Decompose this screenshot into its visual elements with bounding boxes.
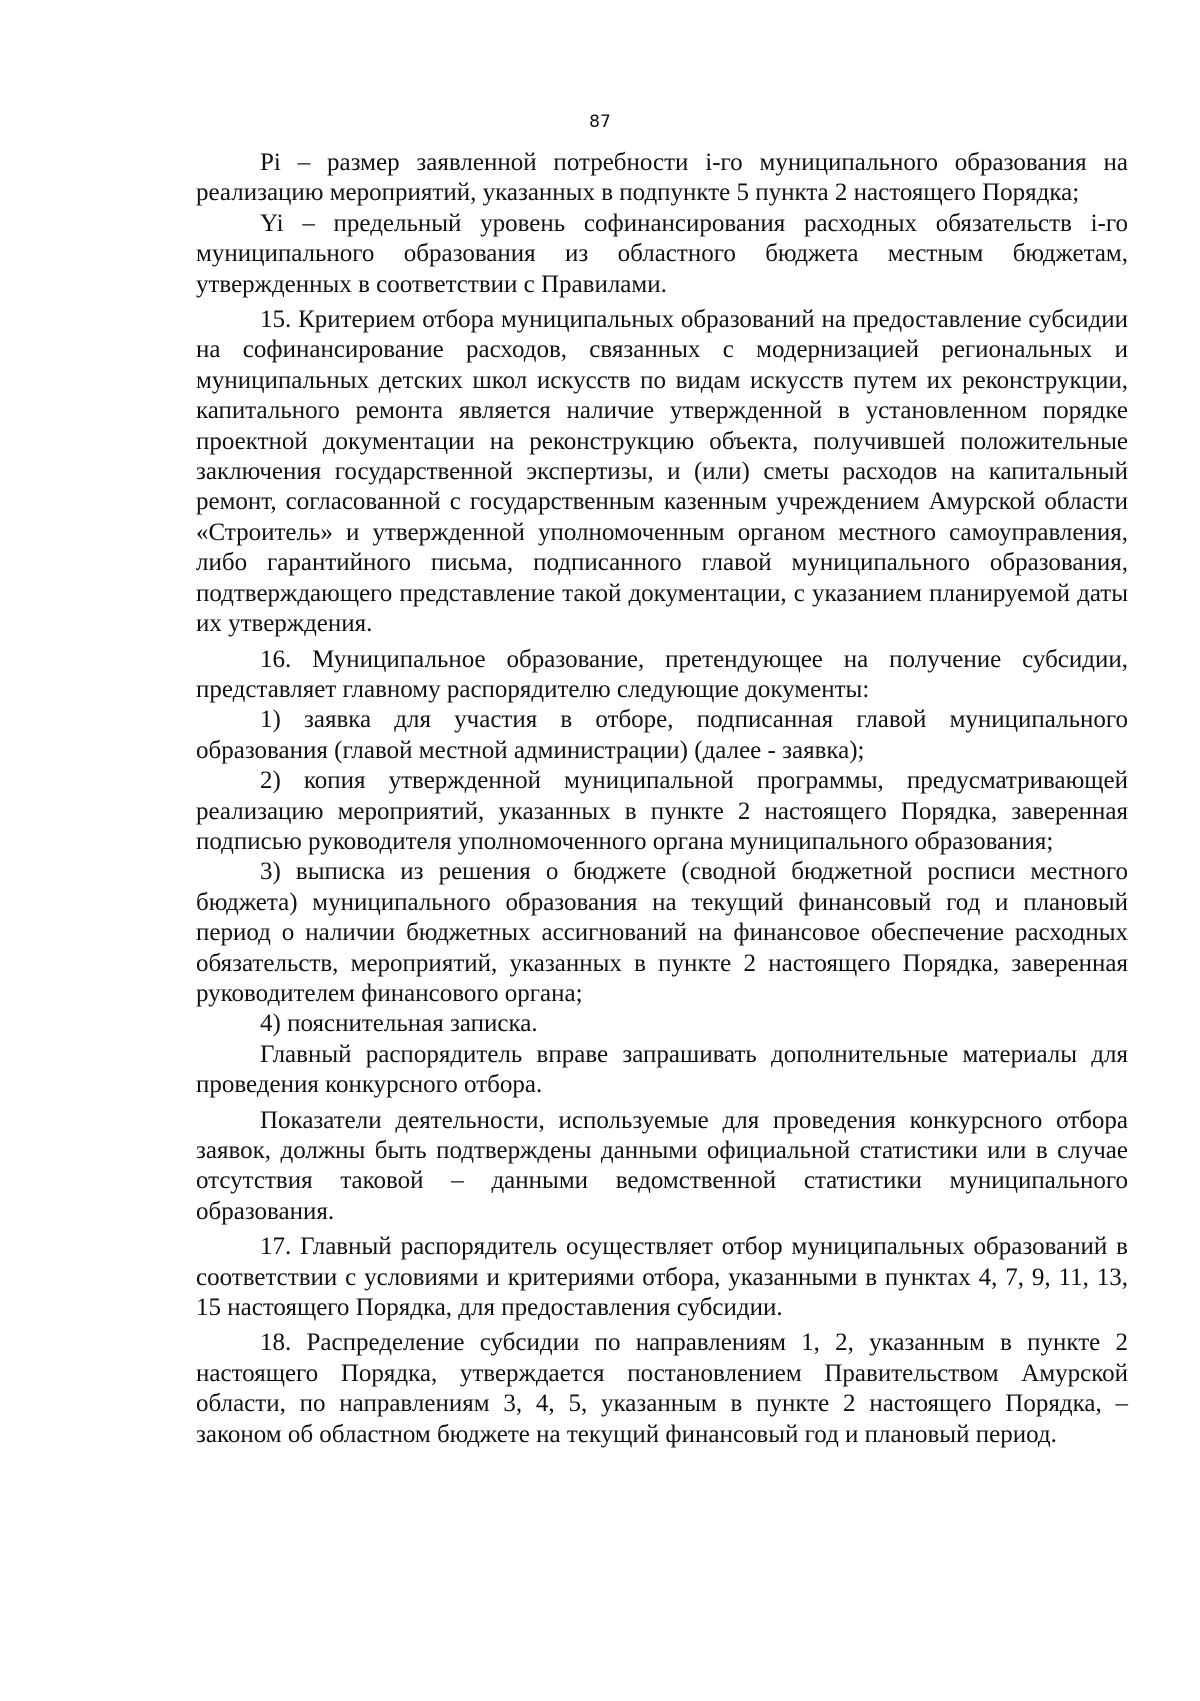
paragraph-17: 17. Главный распорядитель осуществляет отбор муниципальных образований в соответствии с условиями и критериями отбора, указанными в пунктах 4, 7, 9, 11, 13, 15 настоящего Порядка, для предоставления субсидии. — [196, 1233, 1128, 1322]
paragraph-18: 18. Распределение субсидии по направлениям 1, 2, указанным в пункте 2 настоящего Порядка, утверждается постановлением Правительством Амурской области, по направлениям 3, 4, 5, указанным в пункте 2 настоящего Порядка, – законом об областном бюджете на текущий финансовый год и плановый период. — [196, 1329, 1128, 1448]
paragraph-indicators: Показатели деятельности, используемые для проведения конкурсного отбора заявок, должны быть подтверждены данными официальной статистики или в случае отсутствия таковой – данными ведомственной статистики муниципального образования. — [196, 1106, 1128, 1225]
paragraph-15: 15. Критерием отбора муниципальных образований на предоставление субсидии на софинансирование расходов, связанных с модернизацией региональных и муниципальных детских школ искусств по видам искусств путем их реконструкции, капитального ремонта является наличие утвержденной в установленном порядке проектной документации на реконструкцию объекта, получившей положительные заключения государственной экспертизы, и (или) сметы расходов на капитальный ремонт, согласованной с государственным казенным учреждением Амурской области «Строитель» и утвержденной уполномоченным органом местного самоуправления, либо гарантийного письма, подписанного главой муниципального образования, подтверждающего представление такой документации, с указанием планируемой даты их утверждения. — [196, 306, 1128, 638]
list-item-2: 2) копия утвержденной муниципальной программы, предусматривающей реализацию мероприятий, указанных в пункте 2 настоящего Порядка, заверенная подписью руководителя уполномоченного органа муниципального образования; — [196, 767, 1128, 855]
paragraph-yi-definition: Yi – предельный уровень софинансирования расходных обязательств i-го муниципального образования из областного бюджета местным бюджетам, утвержденных в соответствии с Правилами. — [196, 209, 1128, 298]
paragraph-pi-definition: Pi – размер заявленной потребности i-го муниципального образования на реализацию мероприятий, указанных в подпункте 5 пункта 2 настоящего Порядка; — [196, 149, 1128, 207]
list-item-3: 3) выписка из решения о бюджете (сводной бюджетной росписи местного бюджета) муниципального образования на текущий финансовый год и плановый период о наличии бюджетных ассигнований на финансовое обеспечение расходных обязательств, мероприятий, указанных в пункте 2 настоящего Порядка, заверенная руководителем финансового органа; — [196, 858, 1128, 1007]
document-body — [196, 148, 1128, 1450]
list-item-1: 1) заявка для участия в отборе, подписанная главой муниципального образования (главой местной администрации) (далее - заявка); — [196, 706, 1128, 764]
paragraph-additional-materials: Главный распорядитель вправе запрашивать дополнительные материалы для проведения конкурсного отбора. — [196, 1040, 1128, 1099]
list-item-4: 4) пояснительная записка. — [260, 1010, 538, 1038]
page-number: 87 — [589, 112, 611, 132]
paragraph-16: 16. Муниципальное образование, претендующее на получение субсидии, представляет главному распорядителю следующие документы: — [196, 645, 1128, 703]
